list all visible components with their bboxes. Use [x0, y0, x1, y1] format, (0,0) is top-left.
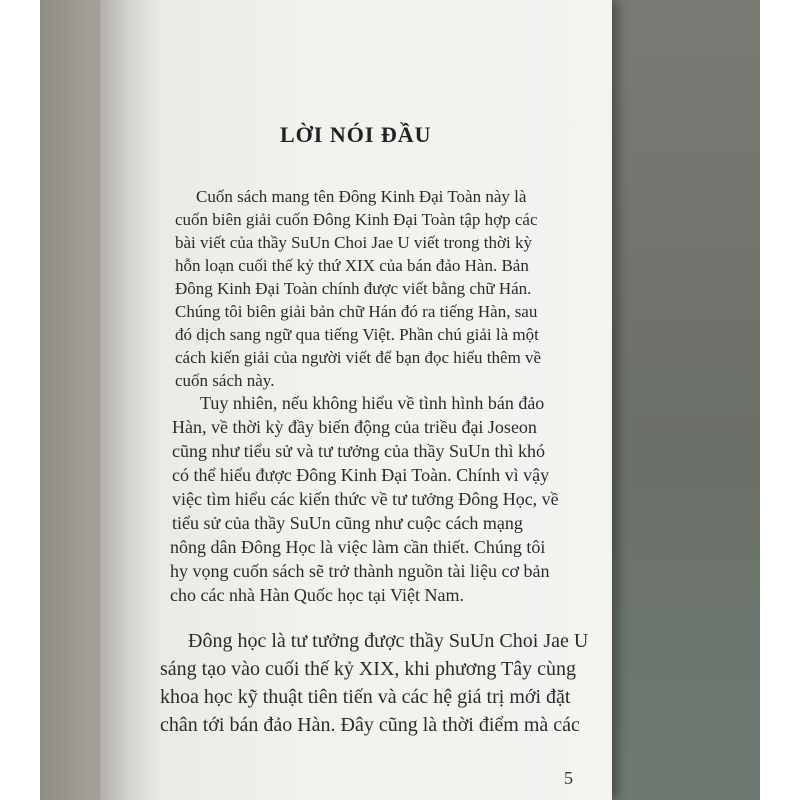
text-line: cách kiến giải của người viết để bạn đọc hiểu thêm về: [175, 348, 542, 367]
text-line: Tuy nhiên, nếu không hiểu về tình hình bán đảo: [200, 393, 545, 413]
text-line: khoa học kỹ thuật tiên tiến và các hệ giá trị mới đặt: [160, 686, 571, 708]
page-gutter-shadow: [100, 0, 160, 800]
text-line: hỗn loạn cuối thế kỷ thứ XIX của bán đảo Hàn. Bản: [175, 256, 529, 275]
text-line: Hàn, về thời kỳ đầy biến động của triều đại Joseon: [172, 417, 537, 437]
text-line: Cuốn sách mang tên Đông Kinh Đại Toàn này là: [196, 187, 527, 206]
text-line: chân tới bán đảo Hàn. Đây cũng là thời điểm mà các: [160, 714, 580, 736]
text-line: nông dân Đông Học là việc làm cần thiết. Chúng tôi: [170, 537, 546, 557]
text-line: việc tìm hiểu các kiến thức về tư tưởng Đông Học, về: [172, 489, 559, 509]
text-line: tiểu sử của thầy SuUn cũng như cuộc cách mạng: [172, 513, 523, 533]
text-line: bài viết của thầy SuUn Choi Jae U viết trong thời kỳ: [175, 233, 532, 252]
page-title: LỜI NÓI ĐẦU: [280, 122, 432, 147]
text-line: đó dịch sang ngữ qua tiếng Việt. Phần chú giải là một: [175, 325, 539, 344]
text-line: hy vọng cuốn sách sẽ trở thành nguồn tài liệu cơ bản: [170, 561, 550, 581]
text-line: cuốn biên giải cuốn Đông Kinh Đại Toàn tập hợp các: [175, 210, 538, 229]
text-line: sáng tạo vào cuối thế kỷ XIX, khi phương Tây cùng: [160, 658, 576, 680]
text-line: Đông học là tư tưởng được thầy SuUn Choi Jae U: [188, 630, 589, 652]
text-line: cuốn sách này.: [175, 371, 275, 390]
text-line: Đông Kinh Đại Toàn chính được viết bằng chữ Hán.: [175, 279, 532, 298]
page-number: 5: [564, 768, 573, 788]
table-surface: [610, 0, 760, 800]
text-line: Chúng tôi biên giải bản chữ Hán đó ra tiếng Hàn, sau: [175, 302, 538, 321]
text-line: có thể hiểu được Đông Kinh Đại Toàn. Chính vì vậy: [172, 465, 550, 485]
text-line: cho các nhà Hàn Quốc học tại Việt Nam.: [170, 585, 464, 605]
text-line: cũng như tiểu sử và tư tưởng của thầy SuUn thì khó: [172, 441, 545, 461]
